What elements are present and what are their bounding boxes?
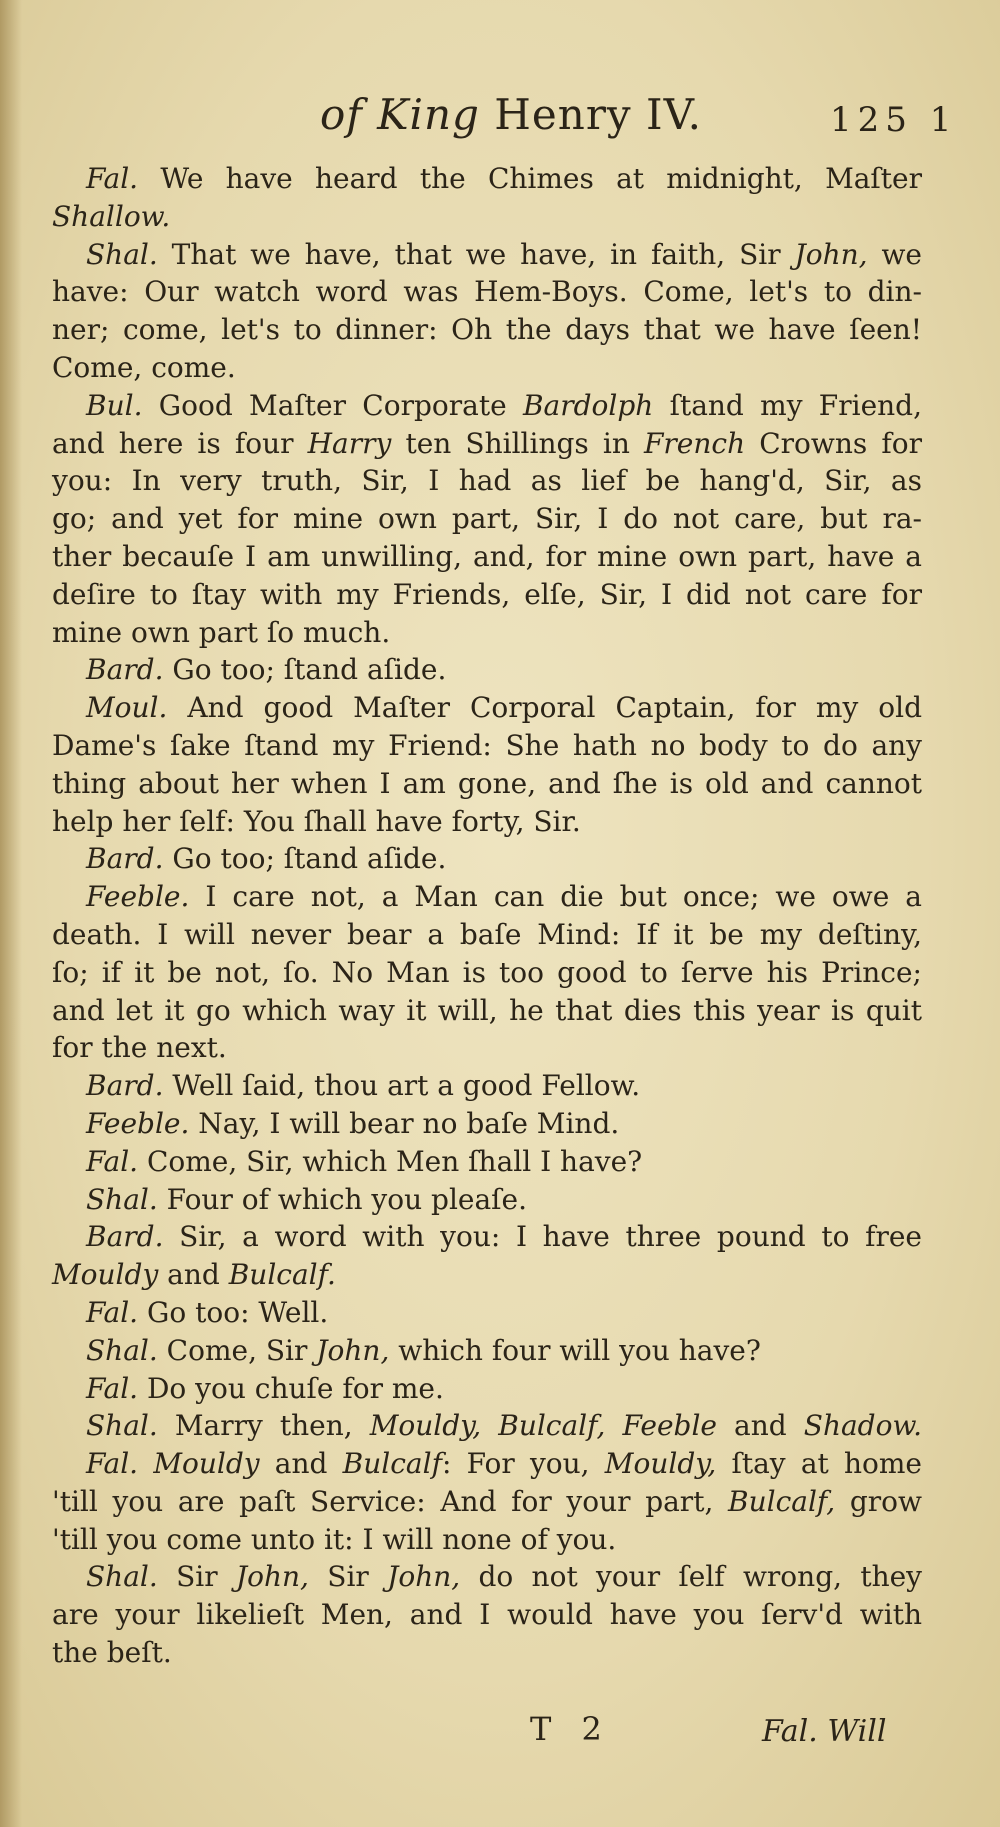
roman-text: I care not, a Man can die but once; we owe a (189, 880, 922, 914)
catchword (762, 1714, 886, 1749)
roman-text: and (716, 1409, 804, 1443)
text-line (52, 954, 922, 992)
roman-text: mine own part ſo much. (52, 615, 391, 649)
play-text (52, 160, 922, 1672)
roman-text: Sir, a word with you: I have three pound to free (163, 1220, 922, 1254)
roman-text: are your likelieſt Men, and I would have you ſerv'd with (52, 1598, 922, 1632)
running-title-prefix: of King (320, 90, 480, 139)
roman-text: we (867, 237, 923, 271)
roman-text: have: Our watch word was Hem-Boys. Come, let's to din- (52, 275, 922, 309)
text-line (52, 1105, 922, 1143)
roman-text: Sir (308, 1560, 388, 1594)
roman-text: Do you chuſe for me. (138, 1371, 444, 1405)
text-line (52, 273, 922, 311)
roman-text: and here is four (52, 426, 308, 460)
roman-text: Come, come. (52, 350, 236, 384)
roman-text: Go too: Well. (138, 1295, 329, 1329)
roman-text: Good Maſter Corporate (142, 388, 523, 422)
roman-text: Nay, I will bear no baſe Mind. (189, 1106, 620, 1140)
text-line (52, 916, 922, 954)
italic-text: John, (387, 1560, 461, 1594)
italic-text: Fal. (86, 1447, 139, 1481)
italic-text: Shallow. (52, 199, 171, 233)
roman-text: you: In very truth, Sir, I had as lief be hang'd, Sir, as (52, 464, 922, 498)
italic-text: John, (794, 237, 868, 271)
text-line (52, 614, 922, 652)
text-line (52, 1332, 922, 1370)
text-line (52, 311, 922, 349)
italic-text: Mouldy (52, 1258, 159, 1292)
roman-text: Marry then, (157, 1409, 370, 1443)
running-title-main: Henry IV. (494, 90, 702, 139)
italic-text: Feeble. (86, 880, 190, 914)
italic-text: Shal. (86, 1182, 158, 1216)
page-footer (0, 1710, 1000, 1760)
text-line (52, 689, 922, 727)
catchword-text: Fal. Will (762, 1714, 887, 1749)
roman-text: and (259, 1447, 343, 1481)
text-line (52, 349, 922, 387)
roman-text: the beſt. (52, 1636, 172, 1670)
italic-text: Bulcalf. (228, 1258, 336, 1292)
italic-text: Fal. (86, 162, 139, 195)
roman-text: ſtay at home (716, 1447, 922, 1481)
text-line (52, 878, 922, 916)
roman-text: Sir (157, 1560, 236, 1594)
text-line (52, 1029, 922, 1067)
text-line (52, 1558, 922, 1596)
roman-text (138, 1447, 153, 1480)
text-line (52, 160, 922, 198)
roman-text: ſtand my Friend, (653, 388, 923, 422)
roman-text: : For you, (441, 1447, 605, 1481)
roman-text: do not your ſelf wrong, they (460, 1560, 923, 1594)
roman-text: ner; come, let's to dinner: Oh the days that we have ſeen! (52, 313, 922, 347)
roman-text: and (158, 1258, 229, 1292)
italic-text: Feeble. (86, 1106, 190, 1140)
roman-text: ſo; if it be not, ſo. No Man is too good to ſerve his Prince; (52, 955, 922, 989)
text-line (52, 1445, 922, 1483)
text-line (52, 500, 922, 538)
roman-text: which four will you have? (389, 1333, 761, 1367)
roman-text: Go too; ſtand aſide. (163, 653, 447, 687)
roman-text: go; and yet for mine own part, Sir, I do not care, but ra- (52, 502, 922, 536)
text-line (52, 1294, 922, 1332)
roman-text: 'till you are paſt Service: And for your part, (52, 1484, 729, 1518)
text-line (52, 1143, 922, 1181)
text-line (52, 462, 922, 500)
text-line (52, 1521, 922, 1559)
roman-text: thing about her when I am gone, and ſhe is old and cannot (52, 766, 922, 800)
roman-text: Come, Sir (157, 1333, 317, 1367)
text-line (52, 1218, 922, 1256)
text-line (52, 1407, 922, 1445)
text-line (52, 1634, 922, 1672)
italic-text: Mouldy, Bulcalf, Feeble (369, 1409, 717, 1443)
italic-text: Bard. (86, 842, 164, 876)
roman-text: ten Shillings in (391, 426, 644, 460)
text-line (52, 992, 922, 1030)
roman-text: deſire to ſtay with my Friends, elſe, Sir, I did not care for (52, 577, 922, 611)
text-line (52, 1067, 922, 1105)
text-line (52, 576, 922, 614)
text-line (52, 198, 922, 236)
italic-text: Fal. (86, 1371, 139, 1405)
roman-text: ther becauſe I am unwilling, and, for mine own part, have a (52, 539, 922, 573)
roman-text: We have heard the Chimes at midnight, Maſter (138, 162, 922, 195)
italic-text: Fal. (86, 1295, 139, 1329)
italic-text: Harry (307, 426, 392, 460)
roman-text: Dame's ſake ſtand my Friend: She hath no body to do any (52, 728, 922, 762)
roman-text: and let it go which way it will, he that dies this year is quit (52, 993, 922, 1027)
text-line (52, 387, 922, 425)
text-line (52, 1596, 922, 1634)
roman-text: Come, Sir, which Men ſhall I have? (138, 1144, 643, 1178)
text-line (52, 538, 922, 576)
text-line (52, 803, 922, 841)
italic-text: Fal. (86, 1144, 139, 1178)
italic-text: Shadow. (803, 1409, 922, 1443)
italic-text: Moul. (86, 691, 168, 725)
text-line (52, 727, 922, 765)
italic-text: Shal. (86, 1409, 158, 1443)
italic-text: John, (235, 1560, 309, 1594)
roman-text: That we have, that we have, in faith, Sir (157, 237, 795, 271)
text-line (52, 1181, 922, 1219)
italic-text: Mouldy, (604, 1447, 717, 1481)
italic-text: Bardolph (522, 388, 654, 422)
italic-text: Mouldy (153, 1447, 260, 1481)
running-header (0, 90, 1000, 150)
text-line (52, 425, 922, 463)
signature-mark: T 2 (530, 1710, 612, 1748)
text-line (52, 1483, 922, 1521)
roman-text: help her ſelf: You ſhall have forty, Sir. (52, 804, 581, 838)
italic-text: Bard. (86, 653, 164, 687)
text-line (52, 840, 922, 878)
roman-text: grow (835, 1484, 922, 1518)
text-line (52, 1256, 922, 1294)
text-line (52, 1370, 922, 1408)
page-number: 125 1 (830, 100, 958, 140)
roman-text: And good Maſter Corporal Captain, for my old (167, 691, 922, 725)
italic-text: Shal. (86, 1333, 158, 1367)
italic-text: Shal. (86, 237, 158, 271)
running-title (320, 90, 702, 139)
roman-text: death. I will never bear a baſe Mind: If it be my deſtiny, (52, 917, 922, 951)
italic-text: Shal. (86, 1560, 158, 1594)
italic-text: Bul. (86, 388, 143, 422)
italic-text: Bulcalf, (728, 1484, 836, 1518)
roman-text: 'till you come unto it: I will none of you. (52, 1522, 617, 1556)
italic-text: Bard. (86, 1220, 164, 1254)
italic-text: Bulcalf (342, 1447, 442, 1481)
text-line (52, 236, 922, 274)
page-gutter-shadow (0, 0, 22, 1827)
roman-text: Crowns for (745, 426, 922, 460)
italic-text: French (643, 426, 746, 460)
text-line (52, 651, 922, 689)
roman-text: for the next. (52, 1031, 227, 1065)
roman-text: Four of which you pleaſe. (157, 1182, 528, 1216)
text-line (52, 765, 922, 803)
italic-text: John, (316, 1333, 390, 1367)
roman-text: Well ſaid, thou art a good Fellow. (163, 1069, 641, 1103)
roman-text: Go too; ſtand aſide. (163, 842, 447, 876)
italic-text: Bard. (86, 1069, 164, 1103)
